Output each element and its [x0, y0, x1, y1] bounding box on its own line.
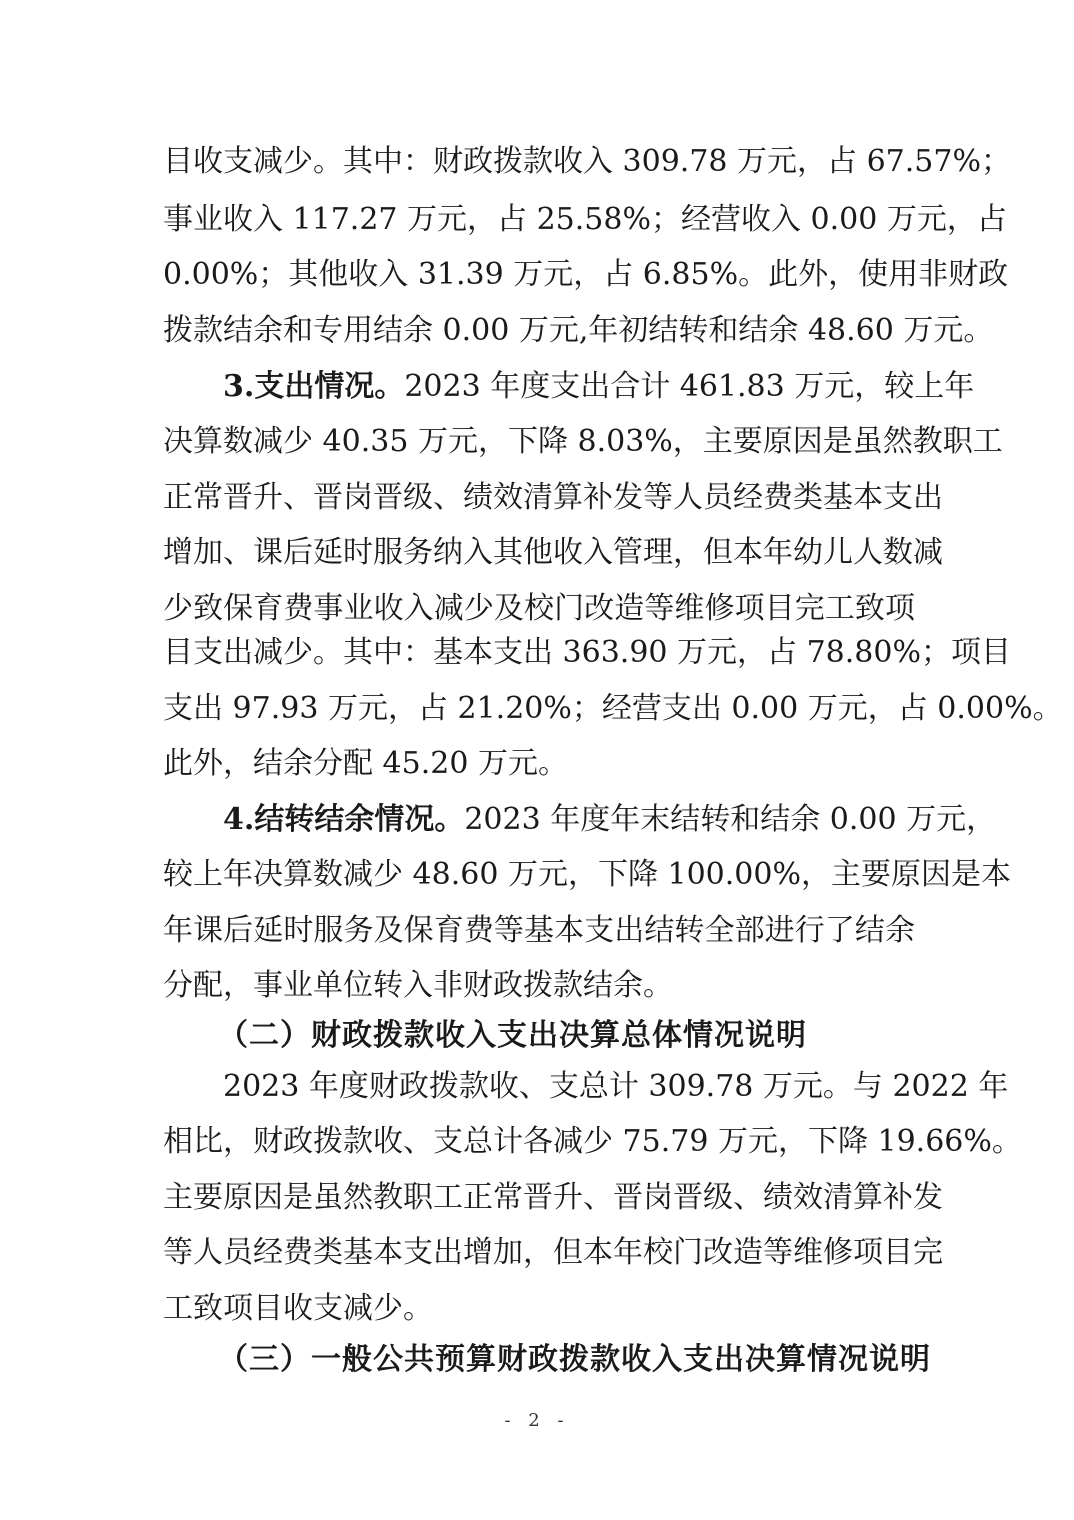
- section-lead-carryover: 4.结转结余情况。: [223, 802, 465, 837]
- section-heading-general-budget: （三）一般公共预算财政拨款收入支出决算情况说明: [218, 1342, 931, 1377]
- page-number: - 2 -: [504, 1410, 570, 1431]
- body-text: 2023 年度年末结转和结余 0.00 万元，: [464, 802, 997, 837]
- body-line: 此外，结余分配 45.20 万元。: [163, 746, 568, 781]
- body-line: 相比，财政拨款收、支总计各减少 75.79 万元，下降 19.66%。: [163, 1124, 1022, 1159]
- body-line: 决算数减少 40.35 万元，下降 8.03%，主要原因是虽然教职工: [163, 424, 1003, 459]
- body-line: 增加、课后延时服务纳入其他收入管理，但本年幼儿人数减: [163, 535, 943, 570]
- body-line: 少致保育费事业收入减少及校门改造等维修项目完工致项: [163, 591, 915, 626]
- body-line: 分配，事业单位转入非财政拨款结余。: [163, 968, 673, 1003]
- body-line: 2023 年度财政拨款收、支总计 309.78 万元。与 2022 年: [223, 1069, 1009, 1104]
- section-lead-expenditure: 3.支出情况。: [223, 369, 405, 404]
- body-line: 目收支减少。其中：财政拨款收入 309.78 万元，占 67.57%；: [163, 144, 1011, 179]
- body-line: 工致项目收支减少。: [163, 1291, 433, 1326]
- section-line-carryover: [223, 800, 997, 840]
- body-line: 年课后延时服务及保育费等基本支出结转全部进行了结余: [163, 913, 915, 948]
- section-heading-fiscal-overview: （二）财政拨款收入支出决算总体情况说明: [218, 1018, 807, 1053]
- body-line: 0.00%；其他收入 31.39 万元，占 6.85%。此外，使用非财政: [163, 257, 1009, 292]
- body-line: 拨款结余和专用结余 0.00 万元,年初结转和结余 48.60 万元。: [163, 313, 994, 348]
- body-line: 目支出减少。其中：基本支出 363.90 万元，占 78.80%；项目: [163, 635, 1011, 670]
- body-line: 事业收入 117.27 万元，占 25.58%；经营收入 0.00 万元，占: [163, 202, 1007, 237]
- body-text: 2023 年度支出合计 461.83 万元，较上年: [404, 369, 975, 404]
- body-line: 支出 97.93 万元，占 21.20%；经营支出 0.00 万元，占 0.00%。: [163, 691, 1063, 726]
- body-line: 正常晋升、晋岗晋级、绩效清算补发等人员经费类基本支出: [163, 480, 943, 515]
- section-line-expenditure: [223, 367, 975, 407]
- body-line: 较上年决算数减少 48.60 万元，下降 100.00%，主要原因是本: [163, 857, 1011, 892]
- body-line: 等人员经费类基本支出增加，但本年校门改造等维修项目完: [163, 1235, 943, 1270]
- body-line: 主要原因是虽然教职工正常晋升、晋岗晋级、绩效清算补发: [163, 1180, 943, 1215]
